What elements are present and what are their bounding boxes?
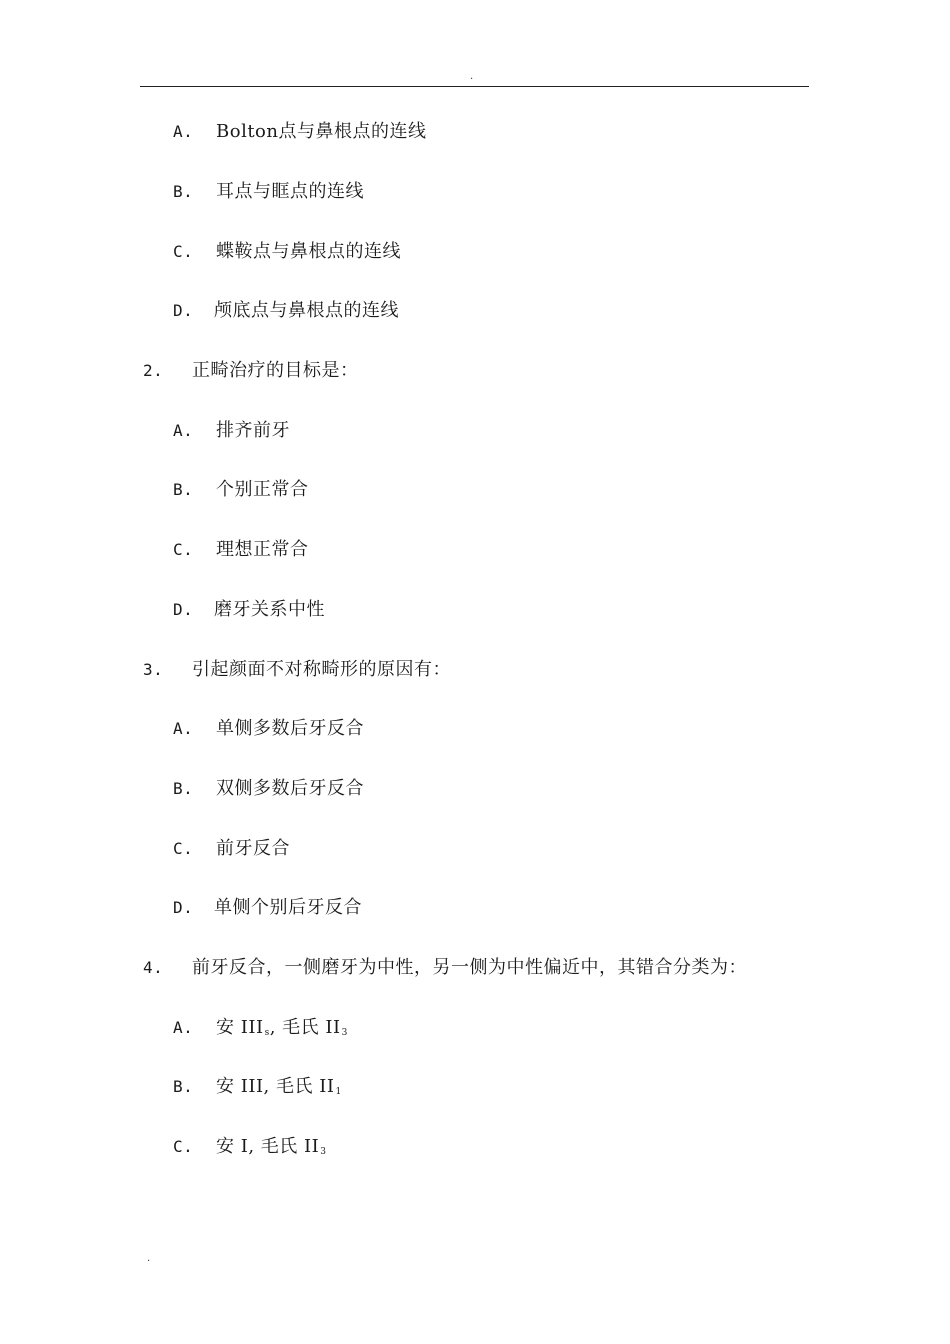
option-letter: C. bbox=[173, 242, 194, 261]
question-text: 正畸治疗的目标是： bbox=[192, 360, 359, 381]
question-number: 4. bbox=[143, 958, 164, 977]
footer-mark: . bbox=[147, 1253, 151, 1264]
option-mid-text: , 毛氏 II bbox=[269, 1017, 341, 1038]
option-letter: C. bbox=[173, 1137, 194, 1156]
option-text: 前牙反合 bbox=[216, 838, 290, 859]
option-main-text: 安 III, 毛氏 II bbox=[216, 1076, 335, 1097]
option-text: 排齐前牙 bbox=[216, 420, 290, 441]
option-letter: B. bbox=[173, 1077, 194, 1096]
option-letter: D. bbox=[173, 898, 194, 917]
header-rule bbox=[140, 86, 809, 87]
option-letter: B. bbox=[173, 779, 194, 798]
option-letter: C. bbox=[173, 839, 194, 858]
option-letter: B. bbox=[173, 480, 194, 499]
option-letter: A. bbox=[173, 421, 194, 440]
option-text: 磨牙关系中性 bbox=[214, 599, 325, 620]
option-letter: C. bbox=[173, 540, 194, 559]
option-letter: D. bbox=[173, 600, 194, 619]
option-text: 理想正常合 bbox=[216, 539, 309, 560]
option-text: 双侧多数后牙反合 bbox=[216, 778, 364, 799]
option-letter: A. bbox=[173, 719, 194, 738]
option-main-text: 安 III bbox=[216, 1017, 264, 1038]
question-number: 2. bbox=[143, 361, 164, 380]
option-text bbox=[216, 1074, 342, 1103]
option-text bbox=[216, 1015, 348, 1044]
option-text: 单侧多数后牙反合 bbox=[216, 718, 364, 739]
option-subscript: s bbox=[264, 1028, 270, 1038]
option-text: 个别正常合 bbox=[216, 479, 309, 500]
option-text: Bolton点与鼻根点的连线 bbox=[216, 121, 427, 142]
option-letter: B. bbox=[173, 182, 194, 201]
question-number: 3. bbox=[143, 660, 164, 679]
option-text: 蝶鞍点与鼻根点的连线 bbox=[216, 241, 401, 262]
question-text: 前牙反合，一侧磨牙为中性，另一侧为中性偏近中，其错合分类为： bbox=[192, 957, 747, 978]
question-text: 引起颜面不对称畸形的原因有： bbox=[192, 659, 451, 680]
option-text: 颅底点与鼻根点的连线 bbox=[214, 300, 399, 321]
option-text: 单侧个别后牙反合 bbox=[214, 897, 362, 918]
option-text bbox=[216, 1134, 326, 1163]
header-mark: . bbox=[470, 71, 474, 82]
option-letter: D. bbox=[173, 301, 194, 320]
option-subscript: 1 bbox=[335, 1087, 342, 1097]
option-text: 耳点与眶点的连线 bbox=[216, 181, 364, 202]
option-letter: A. bbox=[173, 1018, 194, 1037]
option-subscript: 3 bbox=[320, 1147, 327, 1157]
option-subscript: 3 bbox=[341, 1028, 348, 1038]
option-main-text: 安 I, 毛氏 II bbox=[216, 1136, 320, 1157]
option-letter: A. bbox=[173, 122, 194, 141]
